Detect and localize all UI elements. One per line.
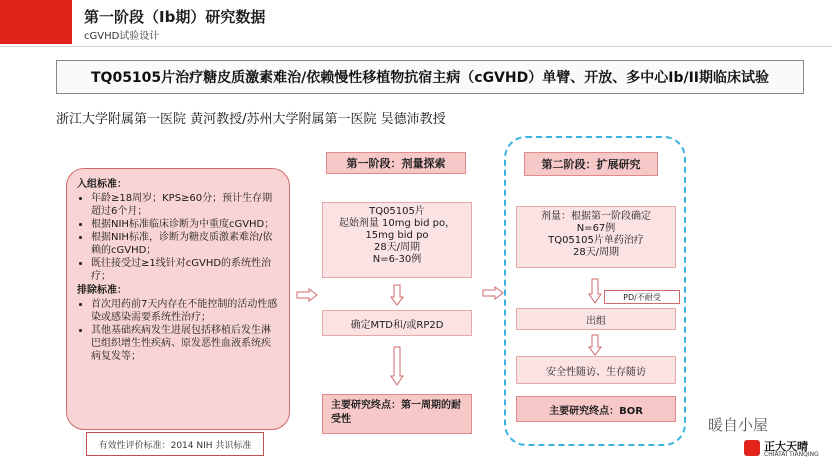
exclusion-title: 排除标准： (77, 285, 127, 296)
phase2-header: 第二阶段：扩展研究 (524, 152, 658, 176)
logo-english: CHIATAI TIANQING (764, 451, 819, 458)
logo-name: 正大天晴 (764, 440, 808, 453)
phase2-endpoint: 主要研究终点：BOR (516, 396, 676, 422)
list-item: • 既往接受过≥1线针对cGVHD的系统性治疗； (91, 257, 279, 283)
list-item: • 根据NIH标准，诊断为糖皮质激素难治/依赖的cGVHD； (91, 231, 279, 257)
list-item: • 其他基础疾病发生进展包括移植后发生淋巴组织增生性疾病、原发恶性血液系统疾病复发等； (91, 324, 279, 363)
efficacy-footnote: 有效性评价标准：2014 NIH 共识标准 (86, 432, 264, 456)
phase2-withdrawal: 出组 (516, 308, 676, 330)
page-title: 第一阶段（Ib期）研究数据 (84, 8, 266, 26)
phase2-followup: 安全性随访、生存随访 (516, 356, 676, 384)
phase1-endpoint: 主要研究终点：第一周期的耐受性 (322, 394, 472, 434)
right-arrow-icon (482, 286, 504, 300)
phase1-dosing-box (322, 202, 472, 278)
down-arrow-icon (588, 334, 602, 356)
list-item: • 首次用药前7天内存在不能控制的活动性感染或感染需要系统性治疗； (91, 298, 279, 324)
company-logo (744, 438, 824, 460)
down-arrow-icon (390, 284, 404, 306)
phase1-line: N=6-30例 (372, 254, 422, 265)
phase1-line: 起始剂量 10mg bid po， (338, 218, 456, 229)
phase1-header: 第一阶段：剂量探索 (326, 152, 466, 174)
header-divider (0, 46, 832, 47)
header-accent-bar (0, 0, 72, 44)
phase2-line: 28天/周期 (572, 247, 620, 258)
phase2-line: TQ05105片单药治疗 (548, 235, 644, 246)
page-subtitle: cGVHD试验设计 (84, 31, 160, 42)
list-item: • 年龄≥18周岁；KPS≥60分；预计生存期超过6个月； (91, 192, 279, 218)
right-arrow-icon (296, 288, 318, 302)
inclusion-list (77, 192, 279, 283)
exclusion-list (77, 298, 279, 363)
trial-title: TQ05105片治疗糖皮质激素难治/依赖慢性移植物抗宿主病（cGVHD）单臂、开放、多中心Ib/II期临床试验 (56, 60, 804, 94)
phase2-line: N=67例 (576, 223, 616, 234)
phase1-line: TQ05105片 (369, 206, 425, 217)
phase1-line: 15mg bid po (365, 230, 429, 241)
inclusion-title: 入组标准： (77, 179, 127, 190)
down-arrow-icon (390, 346, 404, 386)
down-arrow-icon (588, 278, 602, 304)
list-item: • 根据NIH标准临床诊断为中重度cGVHD； (91, 218, 279, 231)
pd-intolerance-label: PD/不耐受 (604, 290, 680, 304)
criteria-box (66, 168, 290, 430)
phase2-line: 剂量：根据第一阶段确定 (541, 211, 651, 222)
phase2-dosing-box (516, 206, 676, 268)
phase1-line: 28天/周期 (373, 242, 421, 253)
affiliation: 浙江大学附属第一医院 黄河教授/苏州大学附属第一医院 吴德沛教授 (56, 112, 446, 127)
watermark: 暖自小屋 (708, 416, 769, 434)
phase1-result: 确定MTD和/或RP2D (322, 310, 472, 336)
logo-mark-icon (744, 440, 760, 456)
